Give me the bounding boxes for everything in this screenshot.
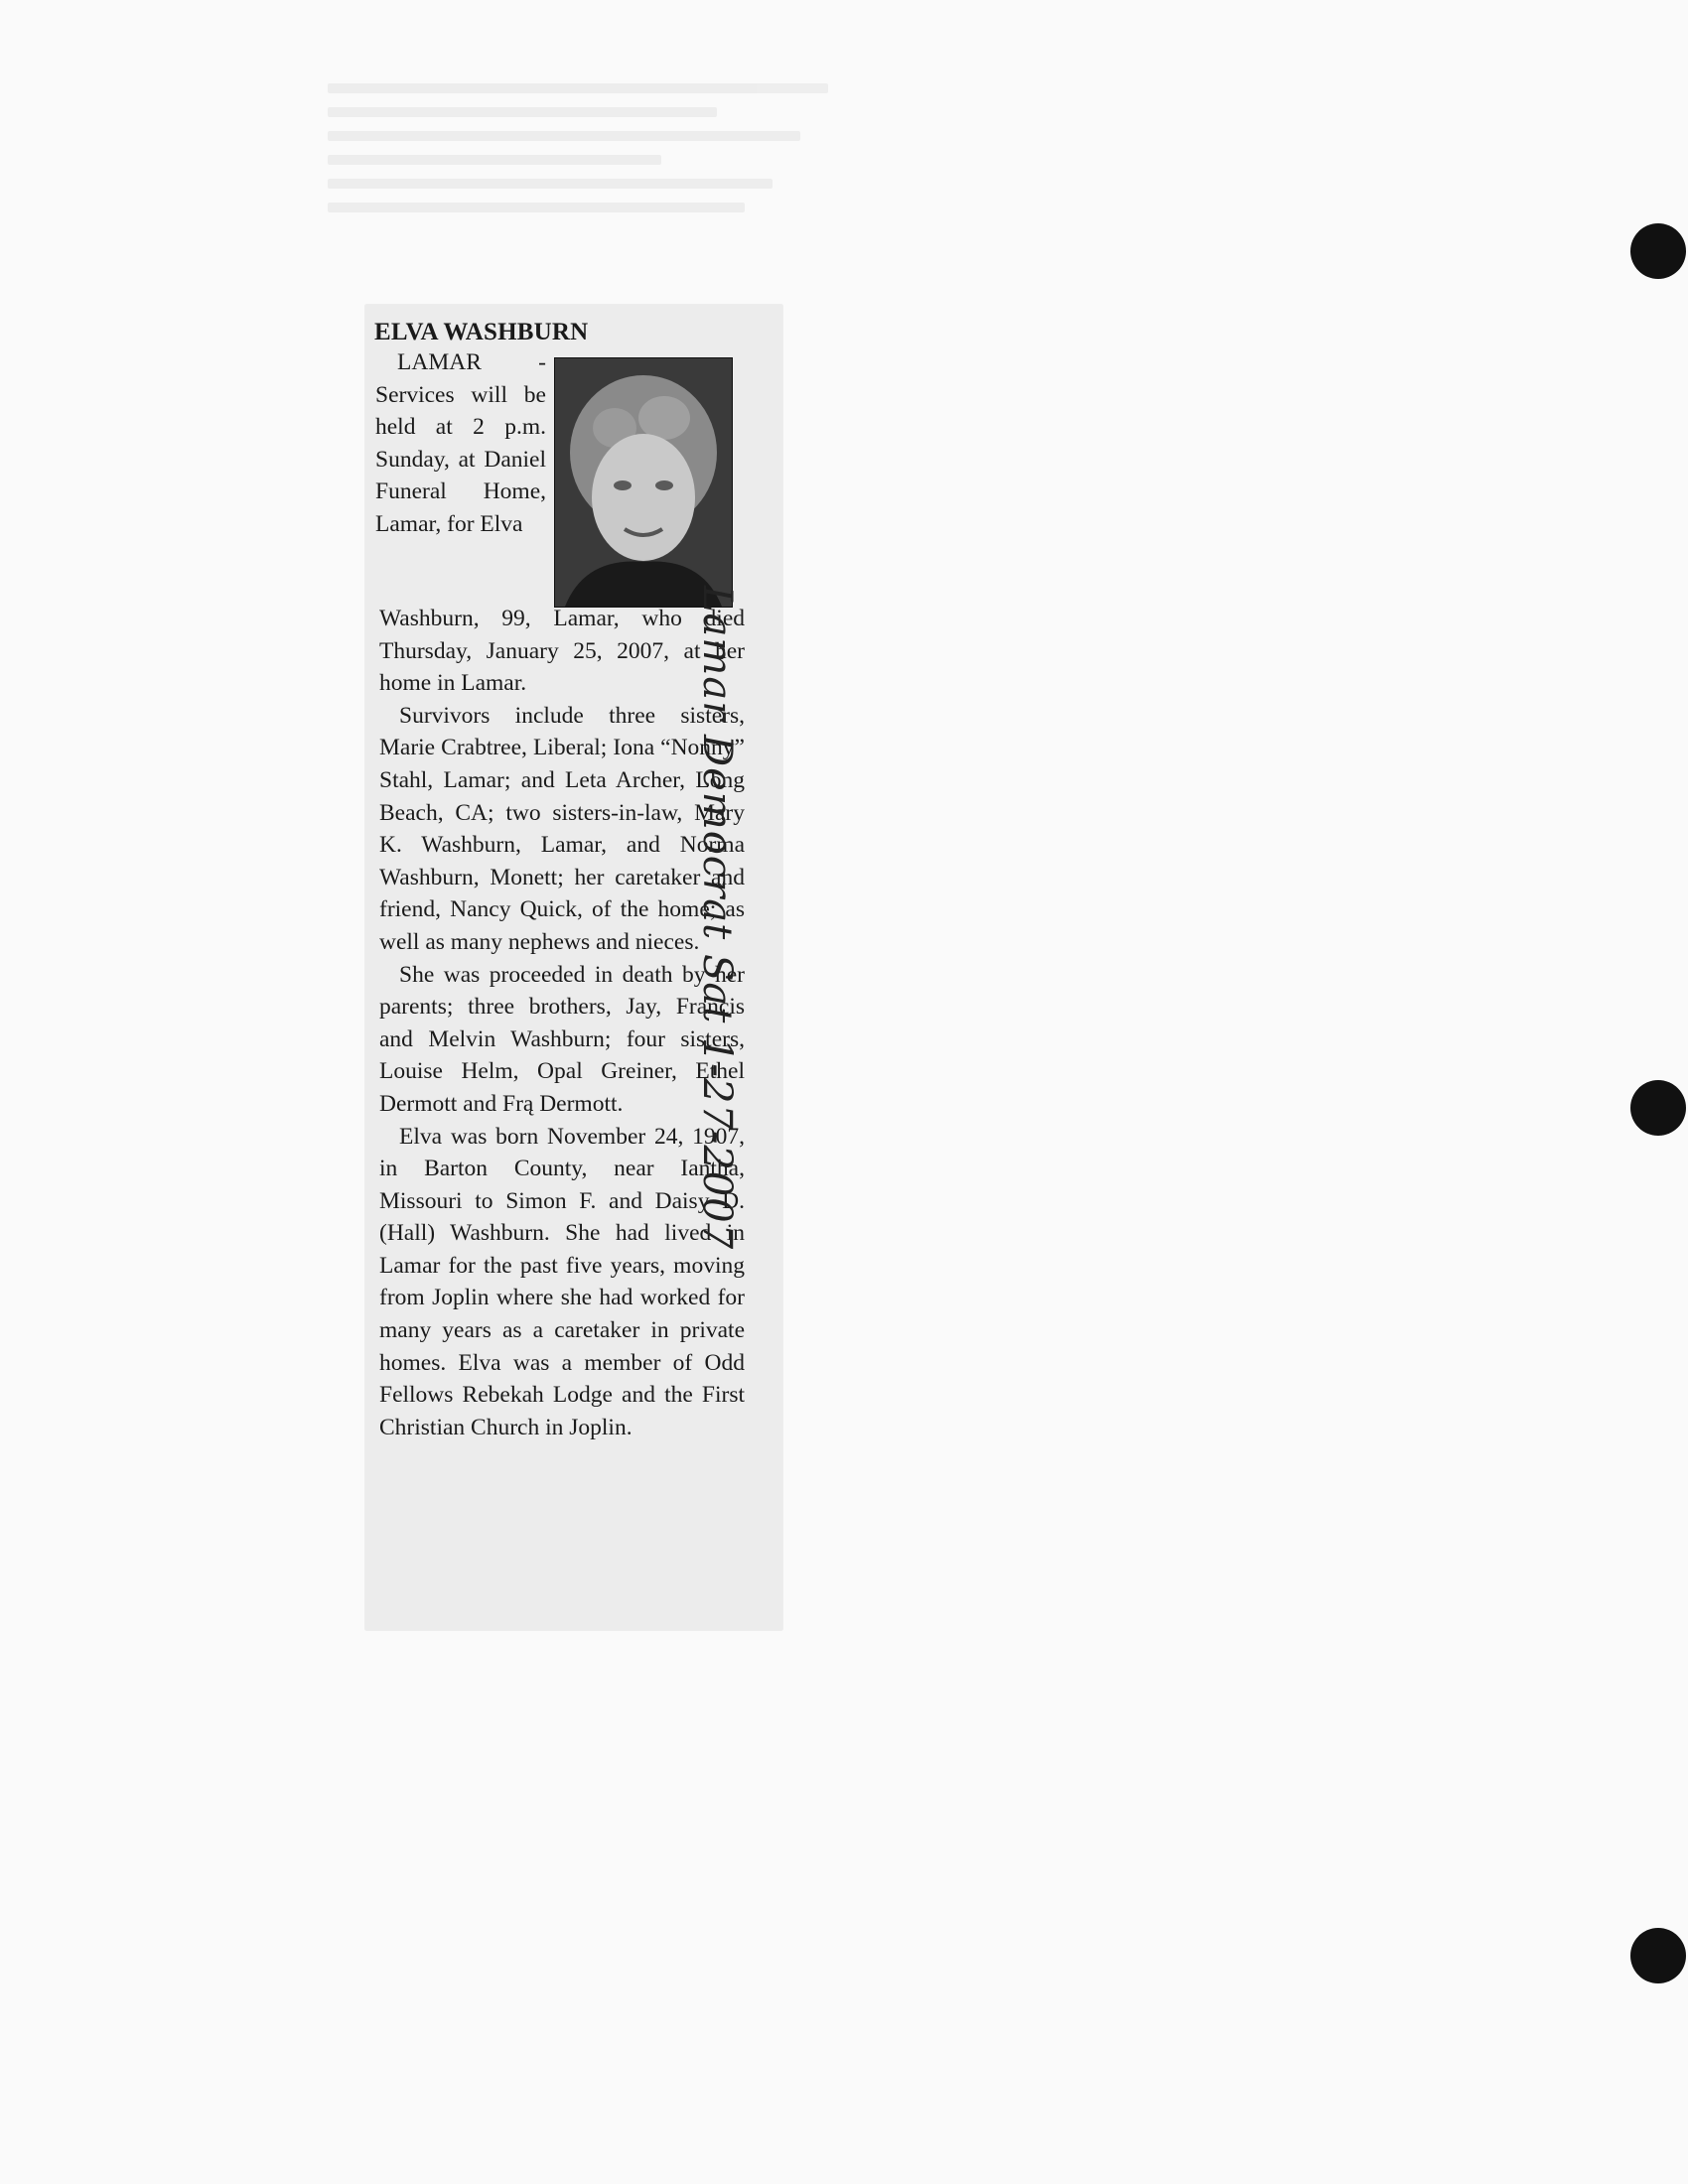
body-column — [379, 603, 745, 1443]
lead-paragraph-column — [375, 346, 546, 541]
portrait-image — [555, 358, 732, 607]
punch-hole-bottom — [1630, 1928, 1686, 1983]
punch-hole-middle — [1630, 1080, 1686, 1136]
portrait-photo — [554, 357, 733, 608]
obituary-headline: ELVA WASHBURN — [374, 319, 589, 345]
lead-paragraph: LAMAR - Services will be held at 2 p.m. Sunday, at Daniel Funeral Home, Lamar, for Elva — [375, 349, 546, 537]
survivors-paragraph: Survivors include three sisters, Marie Crabtree, Liberal; Iona “Nonny” Stahl, Lamar; and Leta Archer, Long Beach, CA; two sisters-in-law, Mary K. Washburn, Lamar, and Norma Washburn, Monett; her caretaker and friend, Nancy Quick, of the home; as well as many nephews and nieces. — [379, 702, 745, 955]
lead-continuation: Washburn, 99, Lamar, who died Thursday, January 25, 2007, at her home in Lamar. — [379, 606, 745, 697]
punch-hole-top — [1630, 223, 1686, 279]
handwritten-source-note: Lamar Democrat Sat 1-27-2007 — [694, 586, 740, 1251]
preceded-paragraph: She was proceeded in death by her parents; three brothers, Jay, Francis and Melvin Washburn; four sisters, Louise Helm, Opal Greiner, Ethel Dermott and Frą Dermott. — [379, 961, 745, 1117]
biography-paragraph: Elva was born November 24, 1907, in Barton County, near Iantha, Missouri to Simon F. and Daisy D. (Hall) Washburn. She had lived in Lamar for the past five years, moving from Joplin where she had worked for many years as a caretaker in private homes. Elva was a member of Odd Fellows Rebekah Lodge and the First Christian Church in Joplin. — [379, 1123, 745, 1440]
